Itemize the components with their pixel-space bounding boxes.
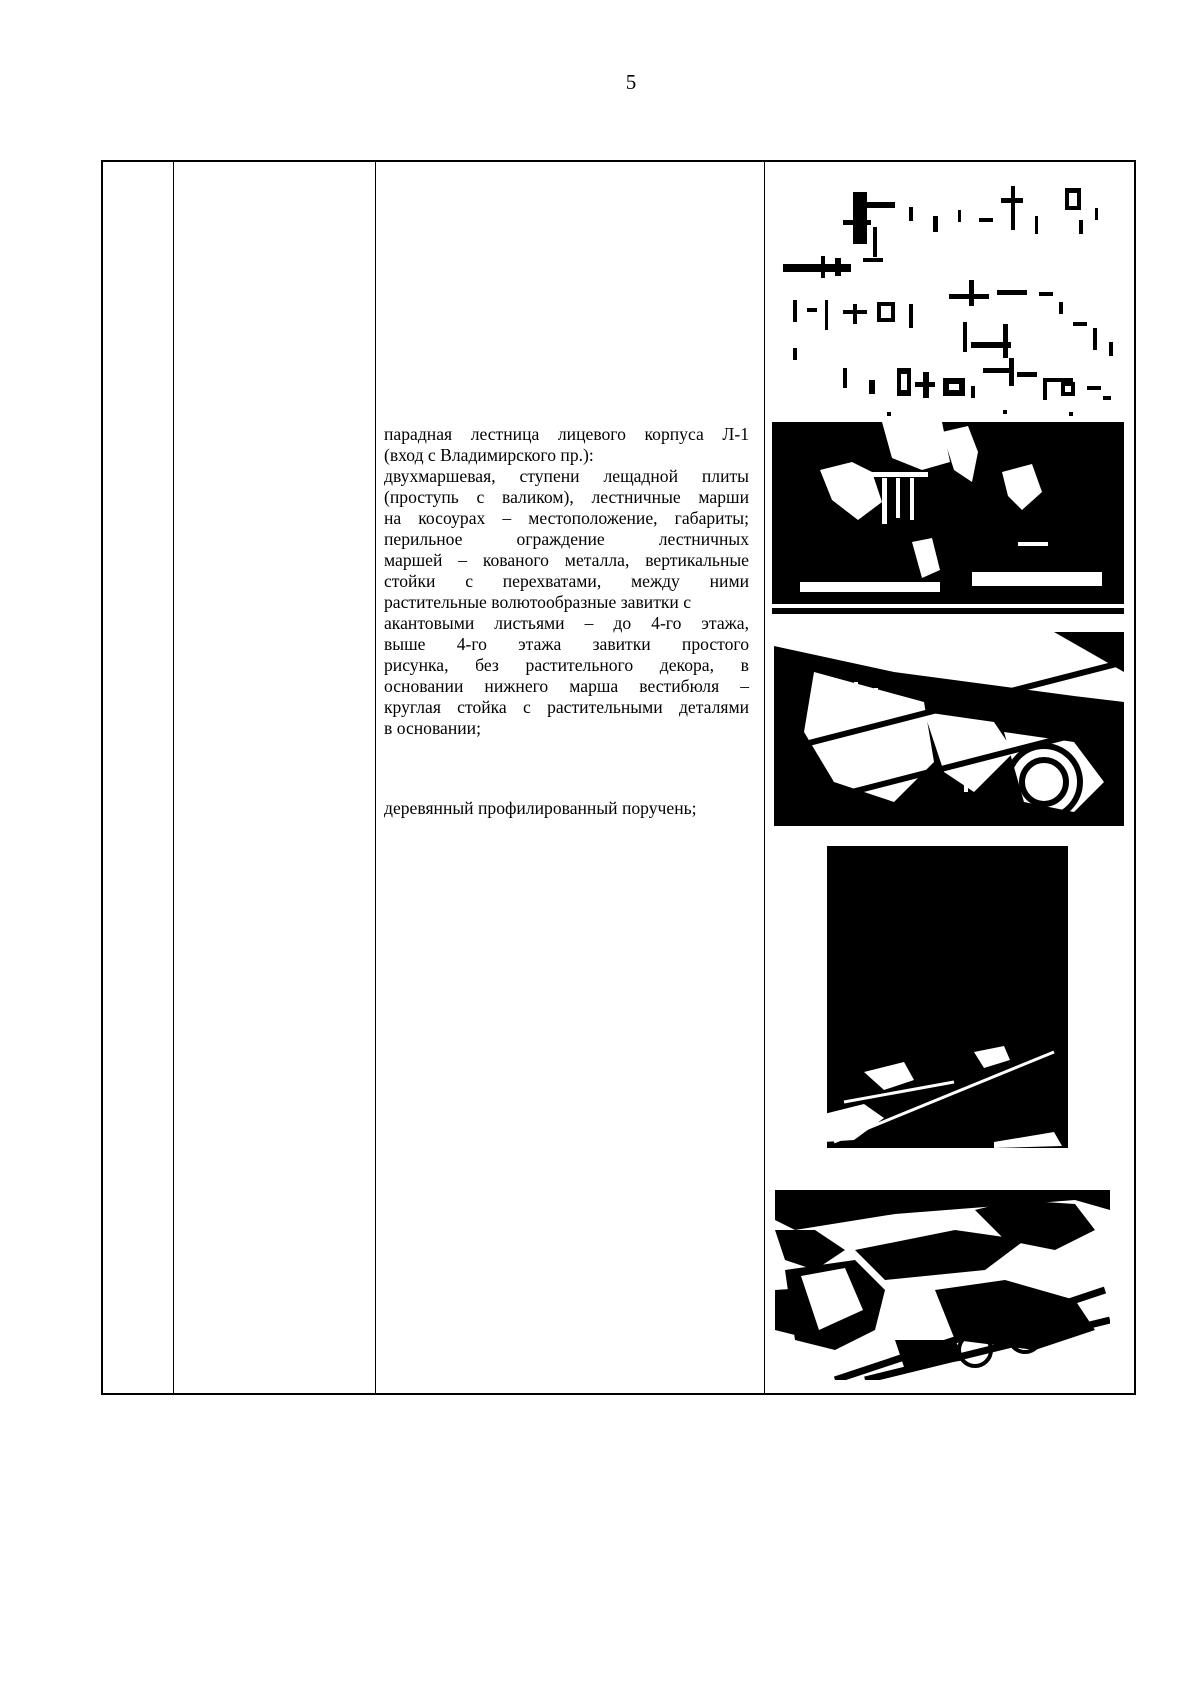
- description-paragraph-2: деревянный профилированный поручень;: [384, 798, 697, 818]
- description-line: основании нижнего марша вестибюля –: [384, 676, 749, 696]
- page-number: 5: [625, 70, 637, 94]
- table-column-divider-1: [173, 162, 174, 1393]
- description-line: акантовыми листьями – до 4-го этажа,: [384, 613, 749, 633]
- description-line: в основании;: [384, 718, 481, 738]
- staircase-photo-2: [774, 632, 1124, 826]
- table-column-divider-3: [764, 162, 765, 1393]
- description-line: (проступь с валиком), лестничные марши: [384, 487, 749, 507]
- staircase-photo-4: [775, 1190, 1110, 1380]
- table-column-divider-2: [375, 162, 376, 1393]
- staircase-photo-3: [824, 842, 1072, 1152]
- floor-plan-photo: [773, 172, 1125, 418]
- staircase-photo-1: [772, 422, 1124, 614]
- description-line: перильное ограждение лестничных: [384, 529, 749, 549]
- description-line: двухмаршевая, ступени лещадной плиты: [384, 466, 749, 486]
- description-paragraph-1: [384, 424, 749, 739]
- description-line: парадная лестница лицевого корпуса Л-1: [384, 424, 749, 444]
- description-line: стойки с перехватами, между ними: [384, 571, 749, 591]
- description-line: выше 4-го этажа завитки простого: [384, 634, 749, 654]
- description-line: (вход с Владимирского пр.):: [384, 445, 594, 465]
- description-line: на косоурах – местоположение, габариты;: [384, 508, 749, 528]
- description-line: круглая стойка с растительными деталями: [384, 697, 749, 717]
- description-line: маршей – кованого металла, вертикальные: [384, 550, 749, 570]
- description-line: растительные волютообразные завитки с: [384, 592, 692, 612]
- description-line: рисунка, без растительного декора, в: [384, 655, 749, 675]
